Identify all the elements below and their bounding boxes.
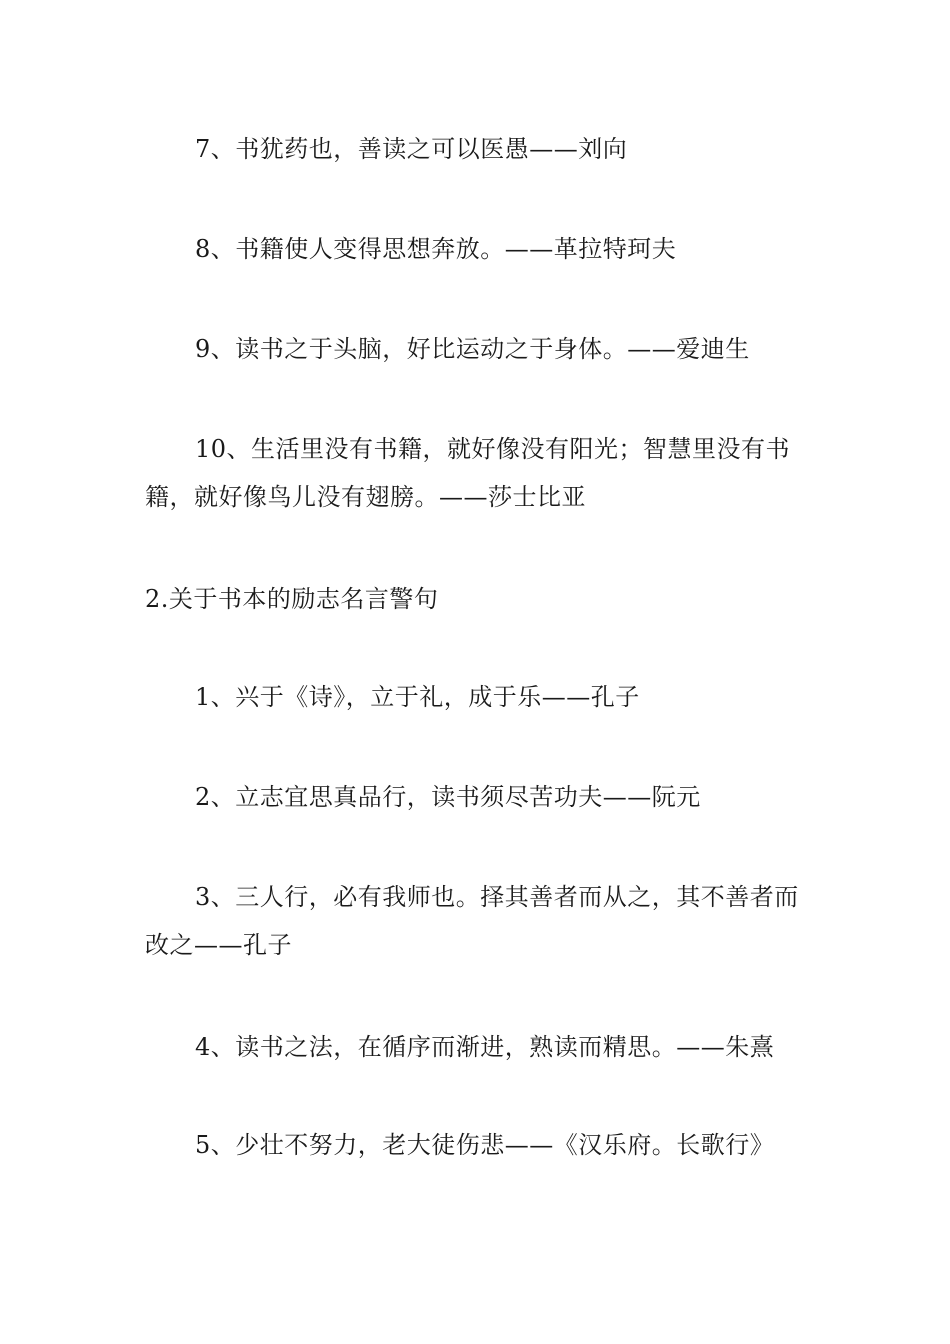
quote-item-8: 8、书籍使人变得思想奔放。——革拉特珂夫 (195, 235, 677, 263)
quote-item-7: 7、书犹药也，善读之可以医愚——刘向 (195, 135, 628, 163)
quote-item-3: 3、三人行，必有我师也。择其善者而从之，其不善者而改之——孔子 (145, 883, 799, 959)
quote-item-1: 1、兴于《诗》，立于礼，成于乐——孔子 (195, 683, 640, 711)
section-heading: 2.关于书本的励志名言警句 (145, 585, 439, 613)
quote-item-10: 10、生活里没有书籍，就好像没有阳光；智慧里没有书籍，就好像鸟儿没有翅膀。——莎士比亚 (145, 435, 791, 511)
quote-item-9: 9、读书之于头脑，好比运动之于身体。——爱迪生 (195, 335, 750, 363)
quote-item-2: 2、立志宜思真品行，读书须尽苦功夫——阮元 (195, 783, 701, 811)
quote-item-5: 5、少壮不努力，老大徒伤悲——《汉乐府。长歌行》 (195, 1131, 775, 1159)
quote-item-4: 4、读书之法，在循序而渐进，熟读而精思。——朱熹 (195, 1033, 775, 1061)
